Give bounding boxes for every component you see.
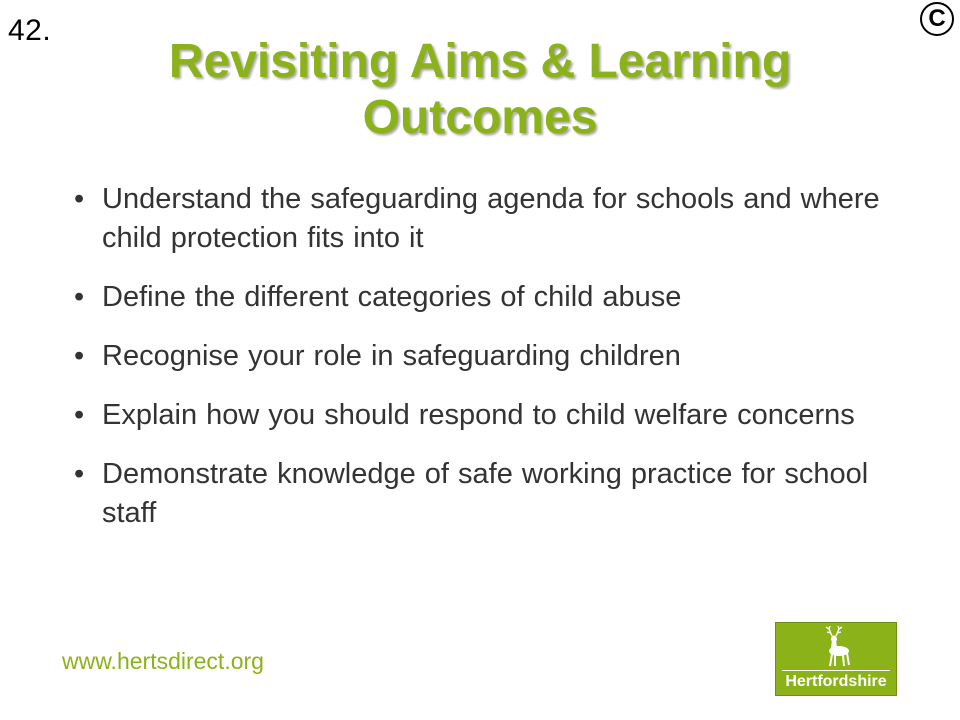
logo-text: Hertfordshire [785, 673, 887, 690]
list-item: • Define the different categories of child abuse [72, 278, 912, 317]
hart-deer-icon [820, 626, 854, 668]
list-item: • Understand the safeguarding agenda for schools and where child protection fits into it [72, 180, 912, 258]
slide-title: Revisiting Aims & Learning Outcomes [168, 35, 792, 144]
list-item: • Recognise your role in safeguarding children [72, 337, 912, 376]
circled-c-badge: C [920, 2, 954, 36]
hertfordshire-logo [775, 622, 897, 696]
learning-outcomes-list [72, 180, 912, 553]
slide-number: 42. [8, 14, 52, 47]
list-item: • Demonstrate knowledge of safe working practice for school staff [72, 455, 912, 533]
list-item: • Explain how you should respond to child welfare concerns [72, 396, 912, 435]
website-link[interactable]: www.hertsdirect.org [62, 648, 264, 674]
logo-divider [782, 670, 890, 671]
